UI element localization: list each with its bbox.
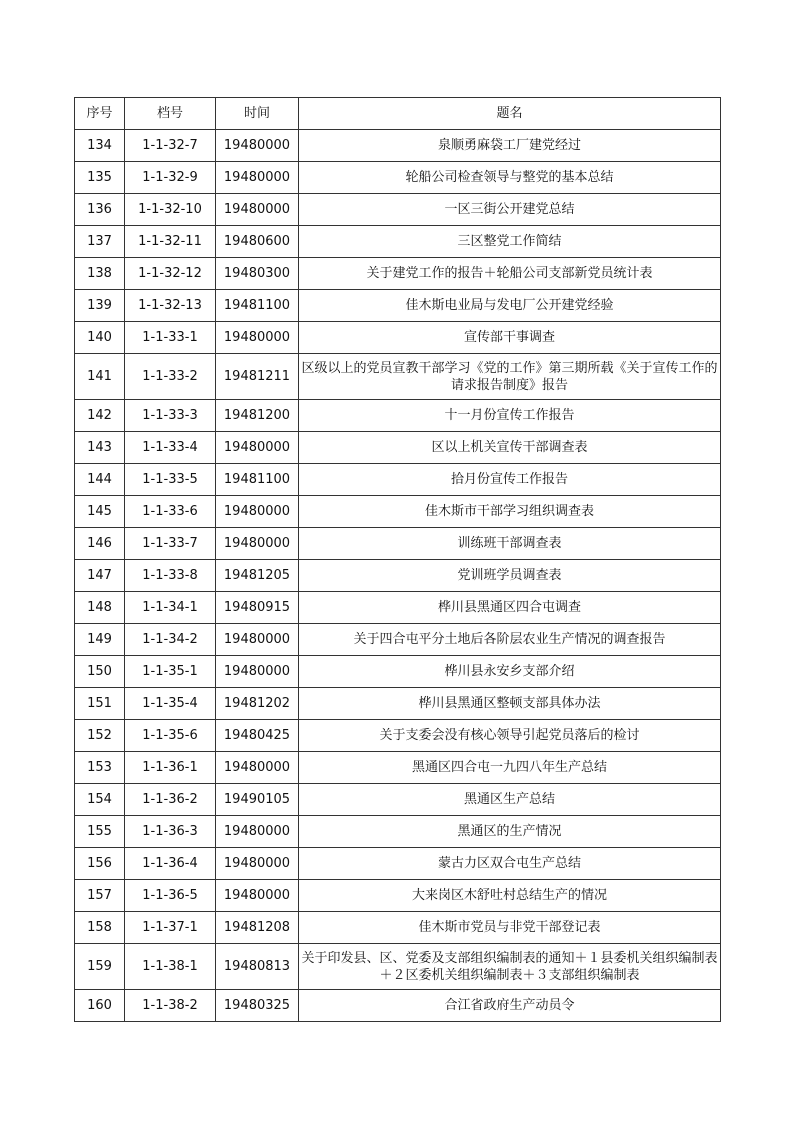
cell-title: 桦川县黑通区整顿支部具体办法 — [299, 688, 721, 720]
cell-time: 19480600 — [216, 226, 299, 258]
cell-seq: 153 — [75, 752, 125, 784]
cell-title: 黑通区四合屯一九四八年生产总结 — [299, 752, 721, 784]
cell-time: 19480000 — [216, 322, 299, 354]
cell-code: 1-1-36-1 — [125, 752, 216, 784]
cell-title: 关于四合屯平分土地后各阶层农业生产情况的调查报告 — [299, 624, 721, 656]
cell-title: 训练班干部调查表 — [299, 528, 721, 560]
cell-title: 黑通区的生产情况 — [299, 816, 721, 848]
cell-title: 宣传部干事调查 — [299, 322, 721, 354]
cell-seq: 137 — [75, 226, 125, 258]
cell-seq: 136 — [75, 194, 125, 226]
cell-title: 轮船公司检查领导与整党的基本总结 — [299, 162, 721, 194]
cell-title: 三区整党工作简结 — [299, 226, 721, 258]
cell-code: 1-1-32-12 — [125, 258, 216, 290]
cell-title: 党训班学员调查表 — [299, 560, 721, 592]
cell-code: 1-1-33-3 — [125, 400, 216, 432]
cell-time: 19480000 — [216, 848, 299, 880]
cell-seq: 149 — [75, 624, 125, 656]
cell-seq: 148 — [75, 592, 125, 624]
cell-time: 19480000 — [216, 432, 299, 464]
cell-seq: 145 — [75, 496, 125, 528]
cell-seq: 135 — [75, 162, 125, 194]
cell-title: 区以上机关宣传干部调查表 — [299, 432, 721, 464]
cell-title: 佳木斯市干部学习组织调查表 — [299, 496, 721, 528]
cell-title: 泉顺勇麻袋工厂建党经过 — [299, 130, 721, 162]
table-row — [75, 290, 721, 322]
cell-seq: 139 — [75, 290, 125, 322]
cell-code: 1-1-32-9 — [125, 162, 216, 194]
table-row — [75, 990, 721, 1022]
cell-time: 19480000 — [216, 162, 299, 194]
cell-seq: 160 — [75, 990, 125, 1022]
cell-time: 19480425 — [216, 720, 299, 752]
cell-title: 合江省政府生产动员令 — [299, 990, 721, 1022]
cell-code: 1-1-36-3 — [125, 816, 216, 848]
cell-time: 19480000 — [216, 624, 299, 656]
table-row — [75, 322, 721, 354]
cell-seq: 152 — [75, 720, 125, 752]
cell-code: 1-1-33-2 — [125, 354, 216, 400]
cell-time: 19480915 — [216, 592, 299, 624]
archive-table — [74, 97, 721, 1022]
cell-time: 19480000 — [216, 496, 299, 528]
cell-code: 1-1-35-4 — [125, 688, 216, 720]
cell-seq: 144 — [75, 464, 125, 496]
table-row — [75, 656, 721, 688]
cell-seq: 155 — [75, 816, 125, 848]
cell-code: 1-1-33-4 — [125, 432, 216, 464]
cell-code: 1-1-33-7 — [125, 528, 216, 560]
table-row — [75, 912, 721, 944]
cell-code: 1-1-36-2 — [125, 784, 216, 816]
cell-title: 区级以上的党员宣教干部学习《党的工作》第三期所载《关于宣传工作的请求报告制度》报告 — [299, 354, 721, 400]
table-header-row — [75, 98, 721, 130]
table-row — [75, 592, 721, 624]
cell-code: 1-1-33-6 — [125, 496, 216, 528]
cell-code: 1-1-35-1 — [125, 656, 216, 688]
cell-seq: 156 — [75, 848, 125, 880]
cell-seq: 150 — [75, 656, 125, 688]
cell-code: 1-1-36-4 — [125, 848, 216, 880]
cell-title: 拾月份宣传工作报告 — [299, 464, 721, 496]
cell-seq: 146 — [75, 528, 125, 560]
cell-code: 1-1-33-8 — [125, 560, 216, 592]
cell-title: 关于支委会没有核心领导引起党员落后的检讨 — [299, 720, 721, 752]
header-seq: 序号 — [75, 98, 125, 130]
header-time: 时间 — [216, 98, 299, 130]
cell-time: 19480300 — [216, 258, 299, 290]
cell-seq: 141 — [75, 354, 125, 400]
cell-seq: 151 — [75, 688, 125, 720]
cell-time: 19480000 — [216, 752, 299, 784]
archive-table-container — [74, 97, 720, 1022]
table-row — [75, 816, 721, 848]
cell-seq: 158 — [75, 912, 125, 944]
cell-time: 19481211 — [216, 354, 299, 400]
cell-title: 桦川县永安乡支部介绍 — [299, 656, 721, 688]
cell-title: 黑通区生产总结 — [299, 784, 721, 816]
cell-seq: 134 — [75, 130, 125, 162]
table-row — [75, 400, 721, 432]
table-row — [75, 162, 721, 194]
cell-seq: 138 — [75, 258, 125, 290]
cell-code: 1-1-32-10 — [125, 194, 216, 226]
table-row — [75, 226, 721, 258]
table-row — [75, 194, 721, 226]
cell-seq: 147 — [75, 560, 125, 592]
cell-time: 19490105 — [216, 784, 299, 816]
cell-title: 佳木斯市党员与非党干部登记表 — [299, 912, 721, 944]
cell-time: 19480000 — [216, 528, 299, 560]
cell-code: 1-1-37-1 — [125, 912, 216, 944]
cell-time: 19480813 — [216, 944, 299, 990]
cell-time: 19481200 — [216, 400, 299, 432]
cell-time: 19481202 — [216, 688, 299, 720]
cell-seq: 142 — [75, 400, 125, 432]
cell-title: 十一月份宣传工作报告 — [299, 400, 721, 432]
table-row — [75, 880, 721, 912]
cell-title: 佳木斯电业局与发电厂公开建党经验 — [299, 290, 721, 322]
cell-code: 1-1-33-1 — [125, 322, 216, 354]
cell-title: 大来岗区木舒吐村总结生产的情况 — [299, 880, 721, 912]
cell-code: 1-1-32-7 — [125, 130, 216, 162]
cell-seq: 157 — [75, 880, 125, 912]
cell-title: 一区三街公开建党总结 — [299, 194, 721, 226]
cell-seq: 159 — [75, 944, 125, 990]
table-row — [75, 624, 721, 656]
table-row — [75, 528, 721, 560]
table-row — [75, 130, 721, 162]
cell-title: 关于建党工作的报告＋轮船公司支部新党员统计表 — [299, 258, 721, 290]
table-row — [75, 848, 721, 880]
cell-title: 桦川县黑通区四合屯调查 — [299, 592, 721, 624]
cell-time: 19480325 — [216, 990, 299, 1022]
header-code: 档号 — [125, 98, 216, 130]
table-row — [75, 258, 721, 290]
cell-code: 1-1-38-1 — [125, 944, 216, 990]
cell-code: 1-1-34-2 — [125, 624, 216, 656]
table-row — [75, 752, 721, 784]
cell-time: 19480000 — [216, 194, 299, 226]
cell-code: 1-1-36-5 — [125, 880, 216, 912]
cell-time: 19480000 — [216, 880, 299, 912]
cell-code: 1-1-34-1 — [125, 592, 216, 624]
table-row — [75, 432, 721, 464]
header-title: 题名 — [299, 98, 721, 130]
cell-time: 19481100 — [216, 464, 299, 496]
cell-code: 1-1-32-13 — [125, 290, 216, 322]
cell-title: 关于印发县、区、党委及支部组织编制表的通知＋１县委机关组织编制表＋２区委机关组织编制表＋３支部组织编制表 — [299, 944, 721, 990]
cell-time: 19480000 — [216, 656, 299, 688]
table-row — [75, 560, 721, 592]
cell-code: 1-1-38-2 — [125, 990, 216, 1022]
table-row — [75, 354, 721, 400]
cell-seq: 143 — [75, 432, 125, 464]
cell-title: 蒙古力区双合屯生产总结 — [299, 848, 721, 880]
cell-code: 1-1-33-5 — [125, 464, 216, 496]
table-row — [75, 944, 721, 990]
cell-seq: 154 — [75, 784, 125, 816]
table-row — [75, 496, 721, 528]
cell-time: 19481205 — [216, 560, 299, 592]
table-row — [75, 464, 721, 496]
cell-seq: 140 — [75, 322, 125, 354]
table-row — [75, 784, 721, 816]
table-row — [75, 720, 721, 752]
cell-time: 19481208 — [216, 912, 299, 944]
cell-time: 19480000 — [216, 130, 299, 162]
cell-code: 1-1-35-6 — [125, 720, 216, 752]
cell-code: 1-1-32-11 — [125, 226, 216, 258]
table-row — [75, 688, 721, 720]
cell-time: 19480000 — [216, 816, 299, 848]
cell-time: 19481100 — [216, 290, 299, 322]
